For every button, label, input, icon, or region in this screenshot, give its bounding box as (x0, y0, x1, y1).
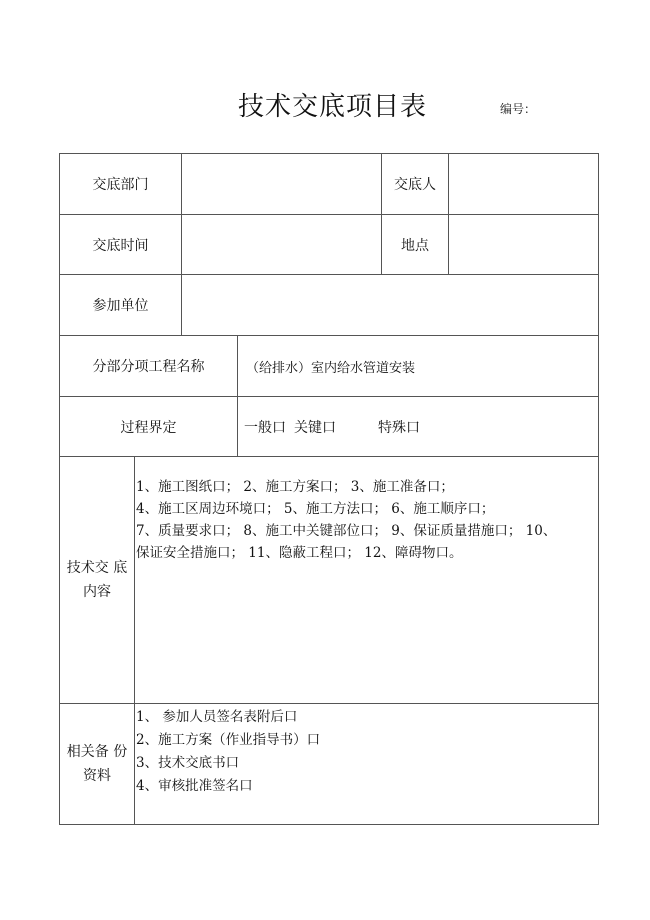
time-field[interactable] (182, 215, 381, 274)
content-list (136, 476, 596, 564)
department-field[interactable] (182, 154, 381, 214)
list-item: 7、质量要求口； 8、施工中关键部位口； 9、保证质量措施口； 10、 (136, 523, 557, 539)
list-item: 1、施工图纸口； 2、施工方案口； 3、施工准备口； (136, 479, 454, 495)
time-label: 交底时间 (92, 237, 149, 254)
content-label (60, 457, 134, 703)
docs-label-line: 资料 (83, 768, 111, 784)
handover-form (59, 153, 599, 825)
participants-field[interactable] (182, 275, 598, 335)
content-label-line: 内容 (83, 584, 111, 600)
docs-label (60, 704, 134, 824)
list-item: 3、技术交底书口 (136, 755, 240, 771)
process-option-key[interactable]: 关键口 (294, 419, 336, 436)
docs-list (136, 706, 596, 798)
project-name-label: 分部分项工程名称 (92, 359, 205, 375)
process-option-general[interactable]: 一般口 (244, 419, 286, 436)
process-option-special[interactable]: 特殊口 (378, 419, 420, 436)
list-item: 4、施工区周边环境口； 5、施工方法口； 6、施工顺序口； (136, 501, 495, 517)
column-divider (237, 335, 238, 456)
page-title: 技术交底项目表 (238, 92, 428, 122)
list-item: 4、审核批准签名口 (136, 778, 253, 794)
column-divider (134, 456, 135, 824)
process-options (244, 397, 584, 456)
participants-label: 参加单位 (92, 298, 149, 314)
process-label: 过程界定 (120, 419, 177, 436)
list-item: 保证安全措施口； 11、隐蔽工程口； 12、障碍物口。 (136, 545, 463, 561)
location-label: 地点 (401, 237, 429, 254)
list-item: 2、施工方案（作业指导书）口 (136, 732, 321, 748)
row-divider (60, 456, 598, 457)
list-item: 1、 参加人员签名表附后口 (136, 709, 298, 725)
presenter-field[interactable] (449, 154, 598, 214)
presenter-label: 交底人 (394, 177, 436, 193)
serial-number-label: 编号： (500, 102, 537, 116)
location-field[interactable] (449, 215, 598, 274)
content-label-line: 技术交 底 (66, 560, 128, 576)
row-divider (60, 703, 598, 704)
department-label: 交底部门 (92, 177, 149, 193)
docs-label-line: 相关备 份 (66, 744, 128, 760)
project-name-value: （给排水）室内给水管道安装 (246, 360, 416, 376)
